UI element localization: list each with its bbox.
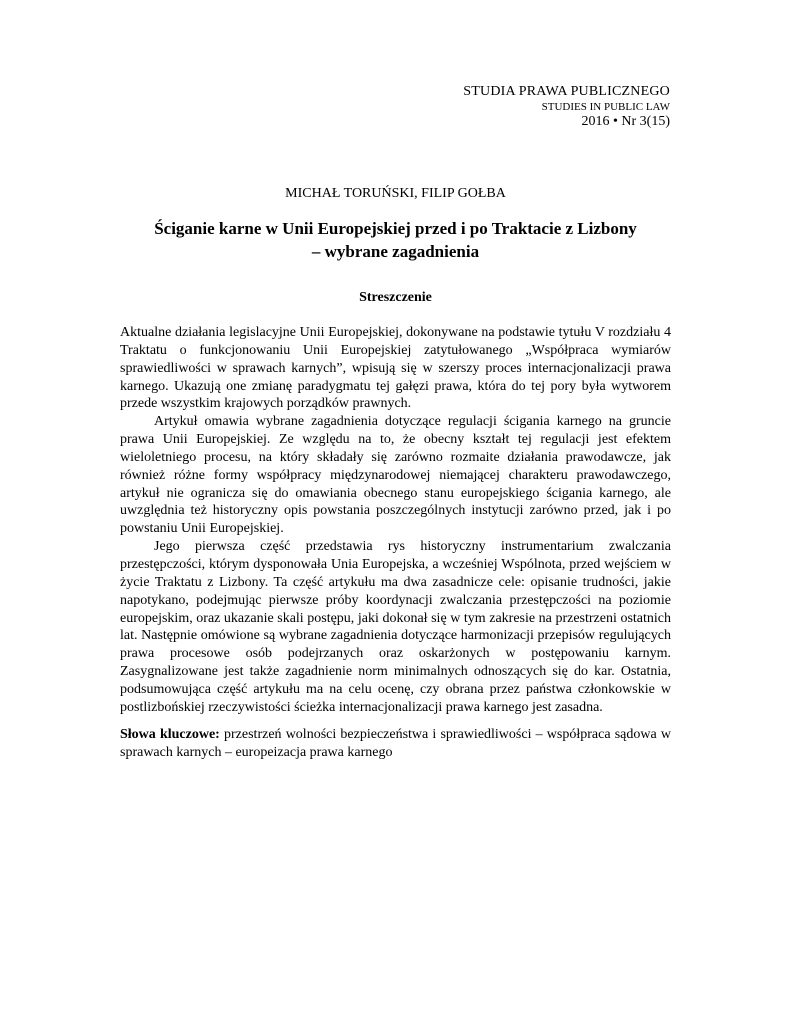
journal-header — [463, 84, 670, 131]
abstract-body — [120, 324, 671, 717]
journal-name: STUDIA PRAWA PUBLICZNEGO — [463, 84, 670, 99]
keywords-text: przestrzeń wolności bezpieczeństwa i sprawiedliwości – współpraca sądowa w sprawach karnych – europeizacja prawa karnego — [120, 727, 671, 760]
abstract-paragraph: Jego pierwsza część przedstawia rys historyczny instrumentarium zwalczania przestępczości, którym dysponowała Unia Europejska, a wcześniej Wspólnota, przed wejściem w życie Traktatu z Lizbony. Ta część artykułu ma dwa zasadnicze cele: opisanie trudności, jakie napotykano, podejmując pierwsze próby koordynacji zwalczania przestępczości na poziomie europejskim, oraz ukazanie skali postępu, jaki dokonał się w tym zakresie na przestrzeni ostatnich lat. Następnie omówione są wybrane zagadnienia dotyczące harmonizacji przepisów regulujących prawa procesowe osób podejrzanych oraz oskarżonych w postępowaniu karnym. Zasygnalizowane jest także zagadnienie norm minimalnych odnoszących się do kar. Ostatnia, podsumowująca część artykułu ma na celu ocenę, czy obrana przez państwa członkowskie w postlizbońskiej rzeczywistości ścieżka internacjonalizacji prawa karnego jest zasadna. — [120, 539, 671, 715]
journal-issue: 2016 • Nr 3(15) — [581, 113, 670, 129]
keywords — [120, 726, 671, 762]
keywords-label: Słowa kluczowe: — [120, 727, 220, 742]
abstract-heading: Streszczenie — [359, 290, 432, 305]
article-authors: MICHAŁ TORUŃSKI, FILIP GOŁBA — [285, 186, 506, 201]
abstract-paragraph: Aktualne działania legislacyjne Unii Europejskiej, dokonywane na podstawie tytułu V rozdziału 4 Traktatu o funkcjonowaniu Unii Europejskiej zatytułowanego „Współpraca wymiarów sprawiedliwości w sprawach karnych”, wpisują się w szerszy proces internacjonalizacji prawa karnego. Ukazują one zmianę paradygmatu tej gałęzi prawa, która do tej pory była wytworem przede wszystkim krajowych porządków prawnych. — [120, 325, 671, 412]
article-title-line-2: – wybrane zagadnienia — [311, 241, 480, 261]
article-title — [100, 218, 691, 263]
abstract-paragraph: Artykuł omawia wybrane zagadnienia dotyczące regulacji ścigania karnego na gruncie prawa Unii Europejskiej. Ze względu na to, że obecny kształt tej regulacji jest efektem wieloletniego procesu, na który składały się zarówno rozmaite działania prawodawcze, jak również różne formy współpracy międzynarodowej niemającej charakteru prawodawczego, artykuł nie ogranicza się do omawiania obecnego stanu europejskiego ścigania karnego, ale uwzględnia też historyczny opis powstania poszczególnych instytucji zarówno przed, jak i po powstaniu Unii Europejskiej. — [120, 414, 671, 537]
article-title-line-1: Ściganie karne w Unii Europejskiej przed i po Traktacie z Lizbony — [154, 219, 637, 238]
journal-name-english: STUDIES IN PUBLIC LAW — [541, 100, 670, 113]
